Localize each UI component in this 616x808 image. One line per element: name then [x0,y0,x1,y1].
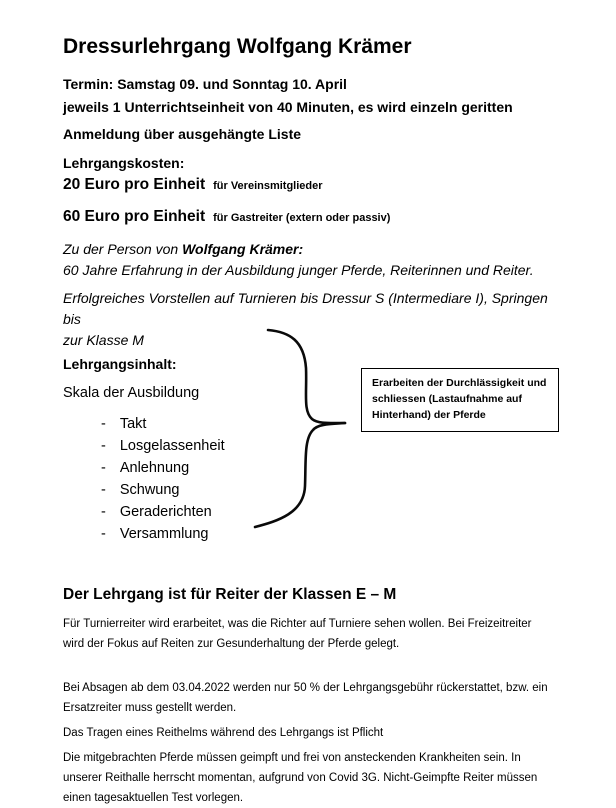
member-price: 20 Euro pro Einheit [63,176,206,193]
trainer-name: Wolfgang Krämer: [182,241,304,257]
dash-bullet: - [101,416,106,432]
list-item-label: Schwung [119,482,180,498]
about-intro-paragraph [63,239,562,281]
note-cancellation-policy [63,678,562,718]
guest-price-note: für Gastreiter (extern oder passiv) [213,212,391,224]
dash-bullet: - [101,526,106,542]
list-item-label: Geraderichten [119,504,212,520]
registration-line: Anmeldung über ausgehängte Liste [63,126,302,142]
note-target-audience [63,614,562,654]
callout-line: schliessen (Lastaufnahme auf [372,393,522,405]
list-item-label: Takt [119,416,147,432]
cost-line-member [63,174,562,197]
note-line: Die mitgebrachten Pferde müssen geimpft und frei von ansteckenden Krankheiten sein. In [63,752,521,764]
schedule-line-unit: jeweils 1 Unterrichtseinheit von 40 Minuten, es wird einzeln geritten [63,98,513,115]
guest-price: 60 Euro pro Einheit [63,208,206,225]
note-helmet-rule [63,723,562,743]
cost-line-guest [63,206,562,229]
about-intro-prefix: Zu der Person von [63,241,183,257]
list-item-label: Losgelassenheit [119,438,225,454]
training-scale-subheading: Skala der Ausbildung [63,385,200,401]
member-price-note: für Vereinsmitglieder [213,180,323,192]
note-line: Bei Absagen ab dem 03.04.2022 werden nur 50 % der Lehrgangsgebühr rückerstattet, bzw. ein [63,682,548,694]
curly-brace-icon [252,321,350,533]
dash-bullet: - [101,460,106,476]
list-item-label: Versammlung [119,526,209,542]
note-line: Für Turnierreiter wird erarbeitet, was die Richter auf Turniere sehen wollen. Bei Freizeitreiter [63,618,532,630]
about-intro-line [63,239,562,260]
dash-bullet: - [101,482,106,498]
rider-classes-heading: Der Lehrgang ist für Reiter der Klassen E – M [63,586,397,603]
callout-textbox [361,368,559,432]
note-covid-rules [63,748,562,808]
note-line: Ersatzreiter muss gestellt werden. [63,702,237,714]
note-line: Das Tragen eines Reithelms während des Lehrgangs ist Pflicht [63,727,384,739]
note-line: einen tagesaktuellen Test vorlegen. [63,792,244,804]
document-title: Dressurlehrgang Wolfgang Krämer [63,35,412,58]
costs-heading: Lehrgangskosten: [63,155,185,171]
callout-line: Hinterhand) der Pferde [372,409,486,421]
schedule-block [63,73,562,118]
about-success-line-1: Erfolgreiches Vorstellen auf Turnieren bis Dressur S (Intermediare I), Springen bis [63,290,548,327]
about-experience-line: 60 Jahre Erfahrung in der Ausbildung junger Pferde, Reiterinnen und Reiter. [63,262,534,278]
callout-line: Erarbeiten der Durchlässigkeit und [372,377,547,389]
dash-bullet: - [101,438,106,454]
course-content-heading: Lehrgangsinhalt: [63,356,177,372]
schedule-line-date: Termin: Samstag 09. und Sonntag 10. April [63,76,347,92]
note-line: wird der Fokus auf Reiten zur Gesunderhaltung der Pferde gelegt. [63,638,400,650]
about-success-line-2: zur Klasse M [63,332,144,348]
dash-bullet: - [101,504,106,520]
note-line: unserer Reithalle herrscht momentan, aufgrund von Covid 3G. Nicht-Geimpfte Reiter müssen [63,772,538,784]
list-item-label: Anlehnung [119,460,190,476]
